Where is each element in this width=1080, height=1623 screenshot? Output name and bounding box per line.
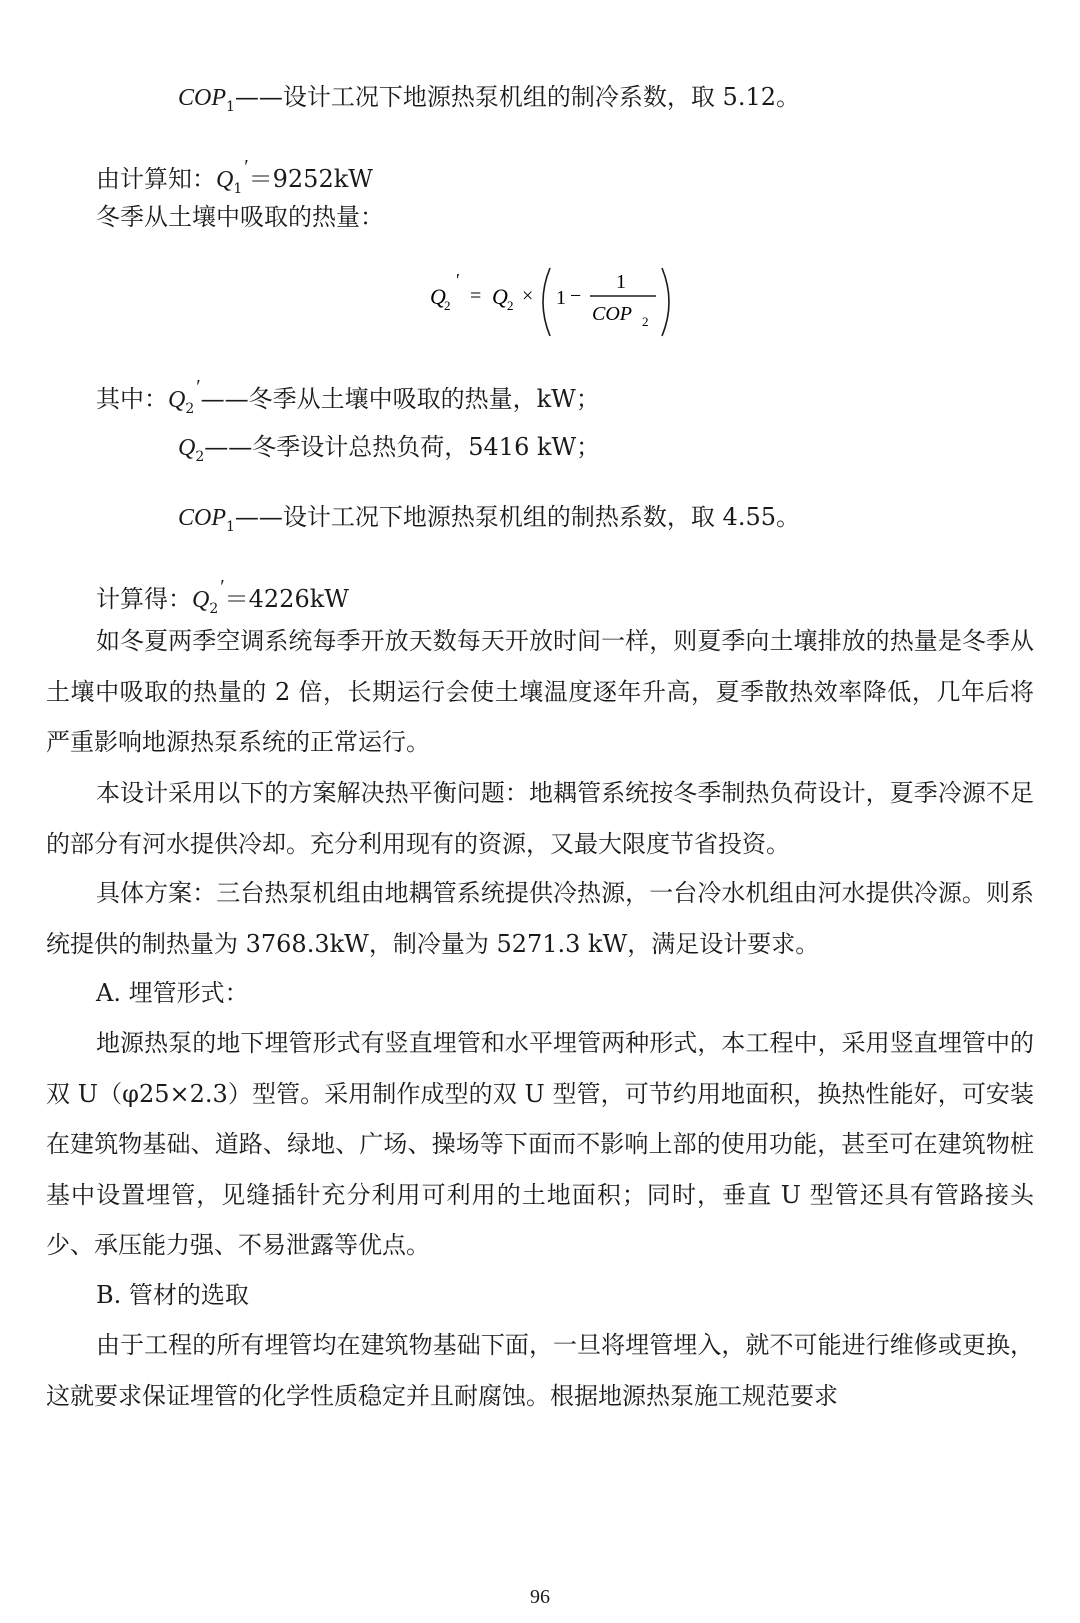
heading-a-pipe-form: A. 埋管形式： — [96, 979, 249, 1007]
formula-times: × — [522, 285, 534, 307]
def-q2 — [178, 430, 600, 474]
prime-mark: ′ — [244, 156, 249, 178]
def-q2-prime — [96, 370, 600, 426]
paragraph-heat-imbalance: 如冬夏两季空调系统每季开放天数每天开放时间一样，则夏季向土壤排放的热量是冬季从土壤中吸取的热量的 2 倍，长期运行会使土壤温度逐年升高，夏季散热效率降低，几年后将严重影响地源热泵系统的正常运行。 — [46, 627, 1034, 756]
def-text: ——冬季设计总热负荷，5416 kW； — [204, 433, 601, 461]
q-symbol: Q — [168, 387, 186, 413]
paragraph-pipe-form: 地源热泵的地下埋管形式有竖直埋管和水平埋管两种形式，本工程中，采用竖直埋管中的双 U（φ25×2.3）型管。采用制作成型的双 U 型管，可节约用地面积，换热性能好，可安装在建筑物基础、道路、绿地、广场、操场等下面而不影响上部的使用功能，甚至可在建筑物桩基中设置埋管，见缝插针充分利用可利用的土地面积；同时，垂直 U 型管还具有管路接头少、承压能力强、不易泄露等优点。 — [46, 1029, 1034, 1259]
calc-value: ＝9252kW — [248, 165, 373, 193]
formula-prime: ′ — [456, 270, 460, 290]
formula-minus: − — [570, 285, 582, 307]
cop-subscript: 1 — [226, 519, 235, 535]
def-text: ——设计工况下地源热泵机组的制冷系数，取 5.12。 — [234, 83, 800, 111]
formula-den-sub: 2 — [642, 314, 649, 329]
formula-q2-prime — [430, 262, 680, 342]
paragraph-pipe-material: 由于工程的所有埋管均在建筑物基础下面，一旦将埋管埋入，就不可能进行维修或更换，这就要求保证埋管的化学性质稳定并且耐腐蚀。根据地源热泵施工规范要求 — [46, 1331, 1034, 1410]
cop-subscript: 1 — [226, 99, 235, 115]
winter-heading: 冬季从土壤中吸取的热量： — [96, 203, 384, 231]
calc-value: ＝4226kW — [224, 585, 349, 613]
formula-left-paren — [543, 268, 550, 336]
cop-symbol: COP — [178, 85, 226, 111]
paragraph-design-solution: 本设计采用以下的方案解决热平衡问题：地耦管系统按冬季制热负荷设计，夏季冷源不足的部分有河水提供冷却。充分利用现有的资源，又最大限度节省投资。 — [46, 779, 1034, 858]
formula-den: COP — [592, 303, 632, 325]
heading-b-pipe-material: B. 管材的选取 — [96, 1281, 249, 1309]
prime-mark: ′ — [196, 376, 201, 398]
q-symbol: Q — [178, 435, 196, 461]
where-prefix: 其中： — [96, 385, 168, 413]
page-number: 96 — [530, 1586, 550, 1608]
q-symbol: Q — [216, 167, 234, 193]
calc-prefix: 由计算知： — [96, 165, 216, 193]
formula-lhs: Q — [430, 284, 446, 309]
formula-q: Q — [492, 284, 508, 309]
q-subscript: 2 — [209, 601, 219, 617]
formula-one: 1 — [556, 287, 566, 309]
def-cop1-heating — [178, 500, 800, 544]
def-text: ——冬季从土壤中吸取的热量，kW； — [200, 385, 600, 413]
formula-svg — [430, 262, 680, 342]
calc-q1 — [96, 150, 373, 206]
q-subscript: 2 — [195, 449, 205, 465]
cop-symbol: COP — [178, 505, 226, 531]
formula-num: 1 — [616, 271, 626, 293]
q-subscript: 1 — [233, 181, 243, 197]
formula-eq: = — [470, 285, 482, 307]
calc-prefix: 计算得： — [96, 585, 192, 613]
formula-right-paren — [662, 268, 669, 336]
prime-mark: ′ — [220, 576, 225, 598]
paragraph-specific-plan: 具体方案：三台热泵机组由地耦管系统提供冷热源，一台冷水机组由河水提供冷源。则系统提供的制热量为 3768.3kW，制冷量为 5271.3 kW，满足设计要求。 — [46, 879, 1034, 958]
formula-lhs-sub: 2 — [444, 298, 451, 313]
q-subscript: 2 — [185, 401, 195, 417]
def-text: ——设计工况下地源热泵机组的制热系数，取 4.55。 — [234, 503, 800, 531]
q-symbol: Q — [192, 587, 210, 613]
def-cop1-cooling — [178, 80, 800, 124]
formula-q-sub: 2 — [507, 298, 514, 313]
